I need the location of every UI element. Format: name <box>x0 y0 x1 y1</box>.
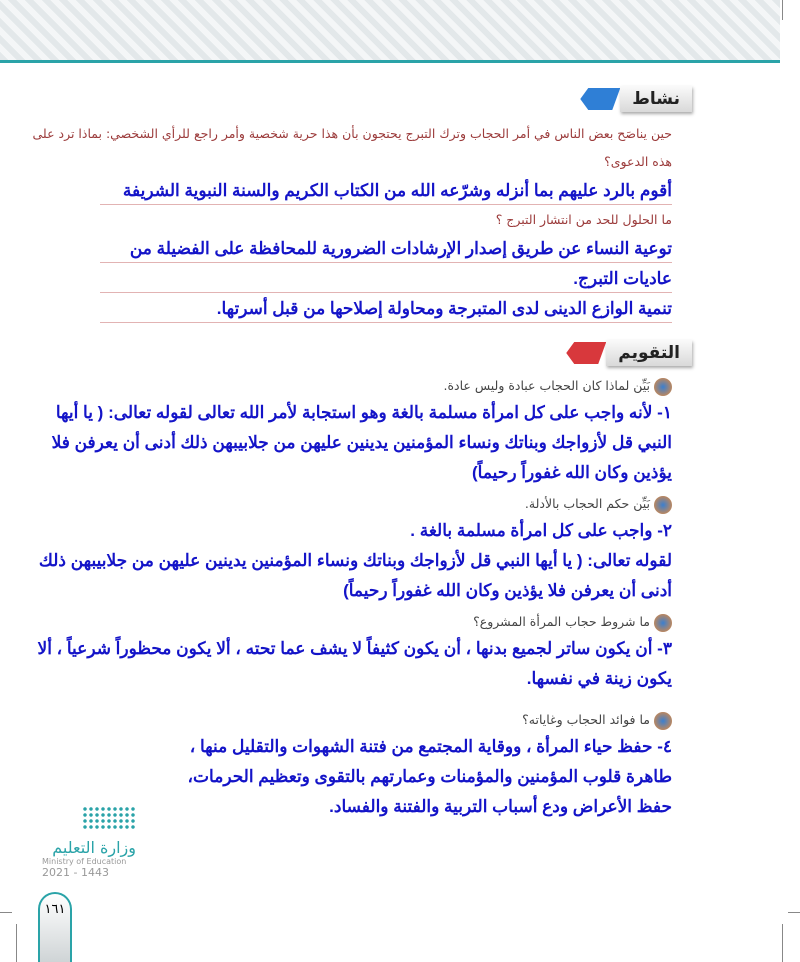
crop-mark <box>788 912 800 913</box>
crop-mark <box>782 0 783 20</box>
question-text: ما شروط حجاب المرأة المشروع؟ <box>473 614 650 629</box>
crop-mark <box>16 924 17 962</box>
crop-mark <box>782 924 783 962</box>
number-badge-icon <box>654 614 672 632</box>
activity-answer-2b: تنمية الوازع الدينى لدى المتبرجة ومحاولة إصلاحها من قبل أسرتها. <box>100 294 672 324</box>
eval-answer-3: ٣- أن يكون ساتر لجميع بدنها ، أن يكون كثيفاً لا يشف عما تحته ، ألا يكون محظوراً شرعياً ، ألا يكون زينة في نفسها. <box>37 639 672 688</box>
eval-question-1 <box>28 374 672 398</box>
eval-question-3 <box>28 610 672 634</box>
eval-answer-4: ٤- حفظ حياء المرأة ، ووقاية المجتمع من فتنة الشهوات والتقليل منها ، طاهرة قلوب المؤمنين والمؤمنات وعمارتهم بالتقوى وتعظيم الحرمات، حفظ الأعراض ودع أسباب التربية والفتنة والفساد. <box>187 737 672 816</box>
activity-answer-2a: توعية النساء عن طريق إصدار الإرشادات الضرورية للمحافظة على الفضيلة من عاديات التبرج. <box>100 234 672 294</box>
page-content <box>28 84 692 822</box>
eval-answer-2-evidence: لقوله تعالى: ( يا أيها النبي قل لأزواجك وبناتك ونساء المؤمنين يدينين عليهن من جلابيبهن ذلك أدنى أن يعرفن فلا يؤذين وكان الله غفوراً رحيماً) <box>38 551 672 600</box>
eval-question-4 <box>28 708 672 732</box>
eval-question-2 <box>28 492 672 516</box>
evaluation-header <box>28 338 692 368</box>
page-number: ١٦١ <box>38 892 72 962</box>
question-text: بَيِّن حكم الحجاب بالأدلة. <box>524 496 650 511</box>
header-rule <box>0 60 780 63</box>
ministry-name-en: Ministry of Education <box>42 857 127 866</box>
eval-answer-2: ٢- واجب على كل امرأة مسلمة بالغة . <box>410 521 672 540</box>
ministry-logo <box>42 806 138 879</box>
number-badge-icon <box>654 712 672 730</box>
year-label: 2021 - 1443 <box>42 866 109 879</box>
activity-flag-icon <box>580 88 620 110</box>
number-badge-icon <box>654 496 672 514</box>
activity-title: نشاط <box>620 86 692 112</box>
activity-header <box>28 84 692 114</box>
activity-question-2: ما الحلول للحد من انتشار التبرج ؟ <box>495 212 672 227</box>
eval-answer-1: ١- لأنه واجب على كل امرأة مسلمة بالغة وهو استجابة لأمر الله تعالى لقوله تعالى: ( يا أيها النبي قل لأزواجك وبناتك ونساء المؤمنين يدينين عليهن من جلابيبهن ذلك أدنى أن يعرفن فلا يؤذين وكان الله غفوراً رحيماً) <box>51 403 672 482</box>
question-text: ما فوائد الحجاب وغاياته؟ <box>522 712 650 727</box>
evaluation-flag-icon <box>566 342 606 364</box>
ministry-name-ar: وزارة التعليم <box>52 838 136 857</box>
activity-question-1: حين يناصَح بعض الناس في أمر الحجاب وترك التبرج يحتجون بأن هذا حرية شخصية وأمر راجع للرأي الشخصي: بماذا ترد على هذه الدعوى؟ <box>32 126 672 169</box>
evaluation-title: التقويم <box>606 340 692 366</box>
number-badge-icon <box>654 378 672 396</box>
crop-mark <box>0 912 12 913</box>
logo-dots-icon <box>82 806 136 830</box>
activity-answer-1: أقوم بالرد عليهم بما أنزله وشرّعه الله من الكتاب الكريم والسنة النبوية الشريفة <box>100 176 672 206</box>
header-banner <box>0 0 780 60</box>
question-text: بَيِّن لماذا كان الحجاب عبادة وليس عادة. <box>443 378 650 393</box>
